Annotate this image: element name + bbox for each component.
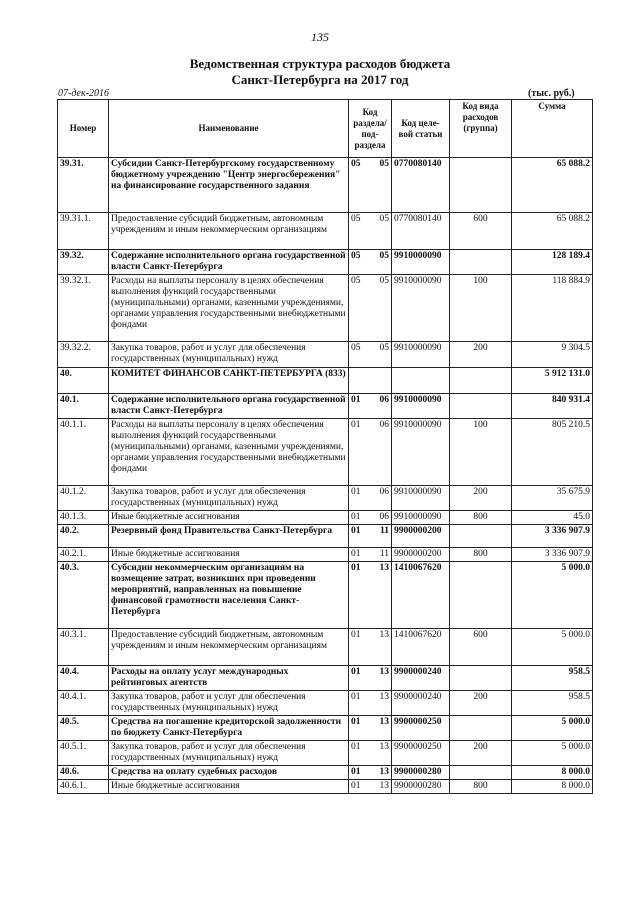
row-subsection: 05	[372, 250, 392, 275]
table-row	[58, 666, 593, 691]
table-row	[58, 158, 593, 213]
row-section: 01	[349, 511, 372, 525]
row-subsection	[372, 368, 392, 394]
header-number: Номер	[58, 100, 109, 158]
page-number: 135	[311, 30, 329, 44]
row-section: 01	[349, 629, 372, 666]
table-row	[58, 275, 593, 342]
row-kind: 200	[450, 691, 512, 716]
row-article: 0770080140	[392, 213, 450, 250]
row-sum: 5 000.0	[512, 629, 593, 666]
header-sum: Сумма	[512, 100, 593, 158]
row-number: 40.6.1.	[58, 780, 109, 794]
row-subsection: 13	[372, 766, 392, 780]
row-name: Предоставление субсидий бюджетным, автономным учреждениям и иным некоммерческим организациям	[109, 629, 349, 666]
row-kind	[450, 666, 512, 691]
row-name: Субсидии некоммерческим организациям на возмещение затрат, возникших при проведении мероприятий, направленных на повышение финансовой грамотности населения Санкт-Петербурга	[109, 562, 349, 629]
row-subsection: 13	[372, 562, 392, 629]
row-number: 40.2.	[58, 525, 109, 548]
row-name: Закупка товаров, работ и услуг для обеспечения государственных (муниципальных) нужд	[109, 486, 349, 511]
row-name: Предоставление субсидий бюджетным, автономным учреждениям и иным некоммерческим организациям	[109, 213, 349, 250]
row-article: 9910000090	[392, 511, 450, 525]
row-name: Иные бюджетные ассигнования	[109, 548, 349, 562]
row-subsection: 05	[372, 213, 392, 250]
row-sum: 958.5	[512, 691, 593, 716]
row-section: 01	[349, 525, 372, 548]
row-section: 01	[349, 766, 372, 780]
row-name: Иные бюджетные ассигнования	[109, 780, 349, 794]
row-kind	[450, 368, 512, 394]
table-row	[58, 562, 593, 629]
table-row	[58, 780, 593, 794]
row-kind: 800	[450, 511, 512, 525]
row-section: 05	[349, 342, 372, 368]
row-section: 01	[349, 394, 372, 419]
row-section: 05	[349, 275, 372, 342]
row-name: Иные бюджетные ассигнования	[109, 511, 349, 525]
row-kind	[450, 394, 512, 419]
document-title	[0, 56, 640, 88]
row-name: Резервный фонд Правительства Санкт-Петербурга	[109, 525, 349, 548]
row-number: 39.31.1.	[58, 213, 109, 250]
table-row	[58, 511, 593, 525]
row-kind: 100	[450, 275, 512, 342]
row-name: Субсидии Санкт-Петербургскому государственному бюджетному учреждению "Центр энергосбережения" на финансирование государственного задания	[109, 158, 349, 213]
row-subsection: 06	[372, 394, 392, 419]
row-name: Расходы на оплату услуг международных рейтинговых агентств	[109, 666, 349, 691]
row-article: 9900000200	[392, 525, 450, 548]
row-article: 9900000280	[392, 780, 450, 794]
row-number: 40.5.	[58, 716, 109, 741]
row-article: 1410067620	[392, 562, 450, 629]
row-sum: 5 000.0	[512, 562, 593, 629]
row-kind: 200	[450, 342, 512, 368]
row-name: Закупка товаров, работ и услуг для обеспечения государственных (муниципальных) нужд	[109, 342, 349, 368]
table-row	[58, 213, 593, 250]
table-row	[58, 629, 593, 666]
row-subsection: 13	[372, 629, 392, 666]
title-line-2: Санкт-Петербурга на 2017 год	[231, 72, 409, 87]
row-article: 9900000250	[392, 741, 450, 766]
row-number: 40.6.	[58, 766, 109, 780]
row-name: Закупка товаров, работ и услуг для обеспечения государственных (муниципальных) нужд	[109, 741, 349, 766]
row-number: 39.32.2.	[58, 342, 109, 368]
row-number: 40.5.1.	[58, 741, 109, 766]
row-subsection: 11	[372, 548, 392, 562]
row-section	[349, 368, 372, 394]
row-subsection: 13	[372, 691, 392, 716]
row-kind: 200	[450, 486, 512, 511]
row-article: 9910000090	[392, 275, 450, 342]
table-row	[58, 741, 593, 766]
row-sum: 128 189.4	[512, 250, 593, 275]
row-sum: 118 884.9	[512, 275, 593, 342]
row-name: Закупка товаров, работ и услуг для обеспечения государственных (муниципальных) нужд	[109, 691, 349, 716]
row-number: 39.32.	[58, 250, 109, 275]
row-section: 01	[349, 562, 372, 629]
row-article: 9900000200	[392, 548, 450, 562]
row-kind	[450, 766, 512, 780]
row-article: 9910000090	[392, 486, 450, 511]
row-section: 05	[349, 250, 372, 275]
row-sum: 805 210.5	[512, 419, 593, 486]
row-sum: 3 336 907.9	[512, 548, 593, 562]
row-article: 0770080140	[392, 158, 450, 213]
row-subsection: 13	[372, 741, 392, 766]
row-number: 40.	[58, 368, 109, 394]
row-name: Средства на погашение кредиторской задолженности по бюджету Санкт-Петербурга	[109, 716, 349, 741]
row-article: 9910000090	[392, 394, 450, 419]
row-section: 01	[349, 486, 372, 511]
row-section: 01	[349, 666, 372, 691]
row-sum: 8 000.0	[512, 766, 593, 780]
row-subsection: 13	[372, 780, 392, 794]
row-subsection: 06	[372, 486, 392, 511]
row-number: 40.3.	[58, 562, 109, 629]
row-section: 01	[349, 741, 372, 766]
table-body	[58, 158, 593, 794]
row-subsection: 05	[372, 275, 392, 342]
row-sum: 5 912 131.0	[512, 368, 593, 394]
row-name: Содержание исполнительного органа государственной власти Санкт-Петербурга	[109, 394, 349, 419]
table-row	[58, 394, 593, 419]
row-number: 40.2.1.	[58, 548, 109, 562]
row-subsection: 11	[372, 525, 392, 548]
header-name: Наименование	[109, 100, 349, 158]
row-article: 9910000090	[392, 419, 450, 486]
row-number: 40.1.1.	[58, 419, 109, 486]
row-kind	[450, 525, 512, 548]
row-kind: 800	[450, 780, 512, 794]
row-article: 9910000090	[392, 342, 450, 368]
table-row	[58, 525, 593, 548]
row-number: 40.1.2.	[58, 486, 109, 511]
row-number: 40.1.3.	[58, 511, 109, 525]
row-number: 40.3.1.	[58, 629, 109, 666]
row-name: Средства на оплату судебных расходов	[109, 766, 349, 780]
row-kind: 800	[450, 548, 512, 562]
row-article: 9910000090	[392, 250, 450, 275]
table-row	[58, 766, 593, 780]
row-section: 05	[349, 213, 372, 250]
row-kind: 100	[450, 419, 512, 486]
row-article: 9900000280	[392, 766, 450, 780]
table-row	[58, 250, 593, 275]
row-section: 01	[349, 419, 372, 486]
row-article: 9900000240	[392, 691, 450, 716]
row-number: 40.1.	[58, 394, 109, 419]
row-name: Содержание исполнительного органа государственной власти Санкт-Петербурга	[109, 250, 349, 275]
row-kind	[450, 158, 512, 213]
row-name: Расходы на выплаты персоналу в целях обеспечения выполнения функций государственными (муниципальными) органами, казенными учреждениями, органами управления государственными внебюджетными фондами	[109, 419, 349, 486]
row-sum: 45.0	[512, 511, 593, 525]
header-section: Код раздела/ под- раздела	[349, 100, 392, 158]
row-sum: 65 088.2	[512, 158, 593, 213]
row-sum: 65 088.2	[512, 213, 593, 250]
report-date: 07-дек-2016	[58, 88, 109, 99]
table-row	[58, 548, 593, 562]
row-sum: 8 000.0	[512, 780, 593, 794]
row-kind	[450, 250, 512, 275]
row-kind: 600	[450, 213, 512, 250]
row-subsection: 13	[372, 666, 392, 691]
row-subsection: 06	[372, 419, 392, 486]
row-subsection: 13	[372, 716, 392, 741]
table-row	[58, 419, 593, 486]
row-sum: 5 000.0	[512, 716, 593, 741]
row-section: 01	[349, 548, 372, 562]
row-kind: 600	[450, 629, 512, 666]
row-sum: 840 931.4	[512, 394, 593, 419]
row-subsection: 05	[372, 342, 392, 368]
row-name: Расходы на выплаты персоналу в целях обеспечения выполнения функций государственными (муниципальными) органами, казенными учреждениями, органами управления государственными внебюджетными фондами	[109, 275, 349, 342]
table-row	[58, 342, 593, 368]
row-number: 40.4.	[58, 666, 109, 691]
row-subsection: 05	[372, 158, 392, 213]
row-section: 01	[349, 691, 372, 716]
table-row	[58, 691, 593, 716]
row-sum: 958.5	[512, 666, 593, 691]
row-article: 1410067620	[392, 629, 450, 666]
row-number: 40.4.1.	[58, 691, 109, 716]
row-name: КОМИТЕТ ФИНАНСОВ САНКТ-ПЕТЕРБУРГА (833)	[109, 368, 349, 394]
row-kind: 200	[450, 741, 512, 766]
row-kind	[450, 562, 512, 629]
row-kind	[450, 716, 512, 741]
row-sum: 5 000.0	[512, 741, 593, 766]
row-sum: 3 336 907.9	[512, 525, 593, 548]
table-row	[58, 716, 593, 741]
row-number: 39.31.	[58, 158, 109, 213]
budget-table	[57, 99, 593, 794]
row-section: 01	[349, 780, 372, 794]
row-sum: 9 304.5	[512, 342, 593, 368]
header-kind: Код вида расходов (группа)	[450, 100, 512, 158]
table-row	[58, 486, 593, 511]
table-row	[58, 368, 593, 394]
units-label: (тыс. руб.)	[528, 88, 575, 99]
row-article	[392, 368, 450, 394]
row-subsection: 06	[372, 511, 392, 525]
title-line-1: Ведомственная структура расходов бюджета	[189, 56, 451, 71]
row-article: 9900000240	[392, 666, 450, 691]
header-article: Код целе- вой статьи	[392, 100, 450, 158]
row-number: 39.32.1.	[58, 275, 109, 342]
row-article: 9900000250	[392, 716, 450, 741]
row-section: 05	[349, 158, 372, 213]
row-section: 01	[349, 716, 372, 741]
row-sum: 35 675.9	[512, 486, 593, 511]
